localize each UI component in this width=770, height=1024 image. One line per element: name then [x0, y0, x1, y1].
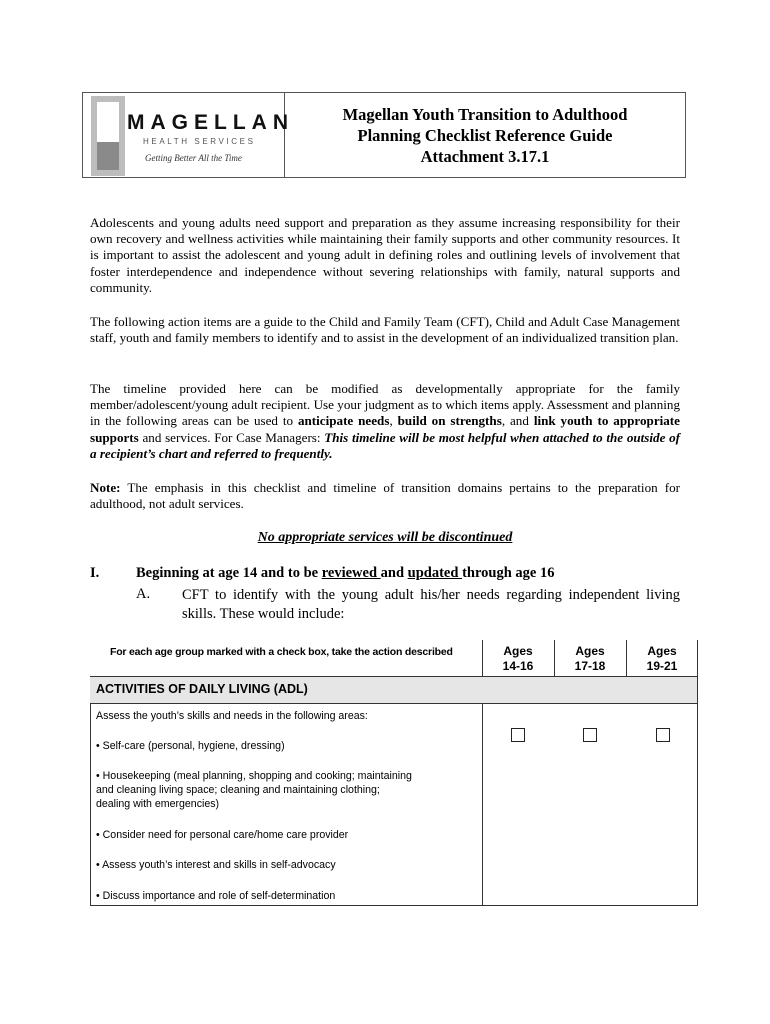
- action-items-paragraph: The following action items are a guide to the Child and Family Team (CFT), Child and Adult Case Management staff, youth and family members to identify and to assist in the development of an individualized transition plan.: [90, 314, 680, 346]
- note-paragraph: Note: The emphasis in this checklist and timeline of transition domains pertains to the preparation for adulthood, not adult services.: [90, 480, 680, 512]
- section-number: I.: [90, 565, 100, 581]
- table-border-right: [697, 676, 698, 906]
- list-item: • Consider need for personal care/home care provider: [96, 829, 349, 841]
- adl-category-row: [90, 676, 698, 704]
- section-title: Beginning at age 14 and to be reviewed and updated through age 16: [136, 565, 555, 581]
- list-item: • Housekeeping (meal planning, shopping and cooking; maintaining: [96, 770, 412, 782]
- table-divider: [626, 640, 627, 676]
- list-item: • Discuss importance and role of self-determination: [96, 890, 336, 902]
- table-divider: [482, 704, 483, 906]
- table-border-left: [90, 704, 91, 906]
- logo-mark-icon: [91, 96, 125, 176]
- build-strengths-text: build on strengths: [397, 413, 502, 429]
- no-services-discontinued-heading: No appropriate services will be discontinued: [257, 530, 513, 545]
- anticipate-needs-text: anticipate needs: [297, 413, 390, 429]
- company-logo: [83, 93, 294, 177]
- table-divider: [697, 640, 698, 676]
- age-column-17-18: Ages 17-18: [574, 644, 606, 673]
- table-border-bottom: [90, 905, 698, 906]
- timeline-paragraph: The timeline provided here can be modified as developmentally appropriate for the family member/adolescent/young adult recipient. Use your judgment as to which items apply. Assessment and planning in the following areas can be used to anticipate needs, build on strengths, and link youth to appropriate supports and services. For Case Managers: This timeline will be most helpful when attached to the outside of a recipient’s chart and referred to frequently.: [90, 381, 680, 461]
- logo-subtitle: HEALTH SERVICES: [143, 137, 256, 146]
- table-divider: [482, 640, 483, 676]
- checkbox-ages-14-16[interactable]: [511, 728, 525, 742]
- table-instruction: For each age group marked with a check box, take the action described: [110, 646, 453, 658]
- list-item: • Self-care (personal, hygiene, dressing): [96, 740, 285, 752]
- list-item: Assess the youth’s skills and needs in the following areas:: [96, 710, 368, 722]
- table-divider: [554, 640, 555, 676]
- list-item: dealing with emergencies): [96, 798, 220, 810]
- subsection-letter: A.: [136, 586, 151, 602]
- title-line-2: Planning Checklist Reference Guide: [357, 125, 613, 145]
- checkbox-ages-17-18[interactable]: [583, 728, 597, 742]
- document-title: [285, 93, 685, 177]
- title-line-1: Magellan Youth Transition to Adulthood: [342, 104, 628, 124]
- list-item: and cleaning living space; cleaning and maintaining clothing;: [96, 784, 380, 796]
- intro-paragraph: Adolescents and young adults need support and preparation as they assume increasing responsibility for their own recovery and wellness activities while maintaining their family supports and other community resources. It is important to assist the adolescent and young adult in defining roles and outlining levels of involvement that foster interdependence and independence without severing relationships with family, natural supports and community.: [90, 215, 680, 295]
- age-column-19-21: Ages 19-21: [646, 644, 678, 673]
- checkbox-ages-19-21[interactable]: [656, 728, 670, 742]
- title-line-3: Attachment 3.17.1: [420, 146, 550, 166]
- case-manager-note: This timeline will be most helpful when attached to the outside of a recipient’s chart and referred to frequently.: [90, 429, 680, 461]
- list-item: • Assess youth’s interest and skills in self-advocacy: [96, 859, 336, 871]
- logo-tagline: Getting Better All the Time: [145, 153, 242, 163]
- checklist-table: [90, 640, 698, 906]
- note-label: Note:: [90, 480, 121, 495]
- document-header: [82, 92, 686, 178]
- link-youth-text: link youth to appropriate supports: [90, 413, 680, 445]
- adl-category-title: ACTIVITIES OF DAILY LIVING (ADL): [96, 682, 308, 696]
- age-column-14-16: Ages 14-16: [502, 644, 534, 673]
- logo-name: MAGELLAN: [127, 111, 294, 134]
- subsection-text: CFT to identify with the young adult his/her needs regarding independent living skills. These would include:: [182, 587, 680, 622]
